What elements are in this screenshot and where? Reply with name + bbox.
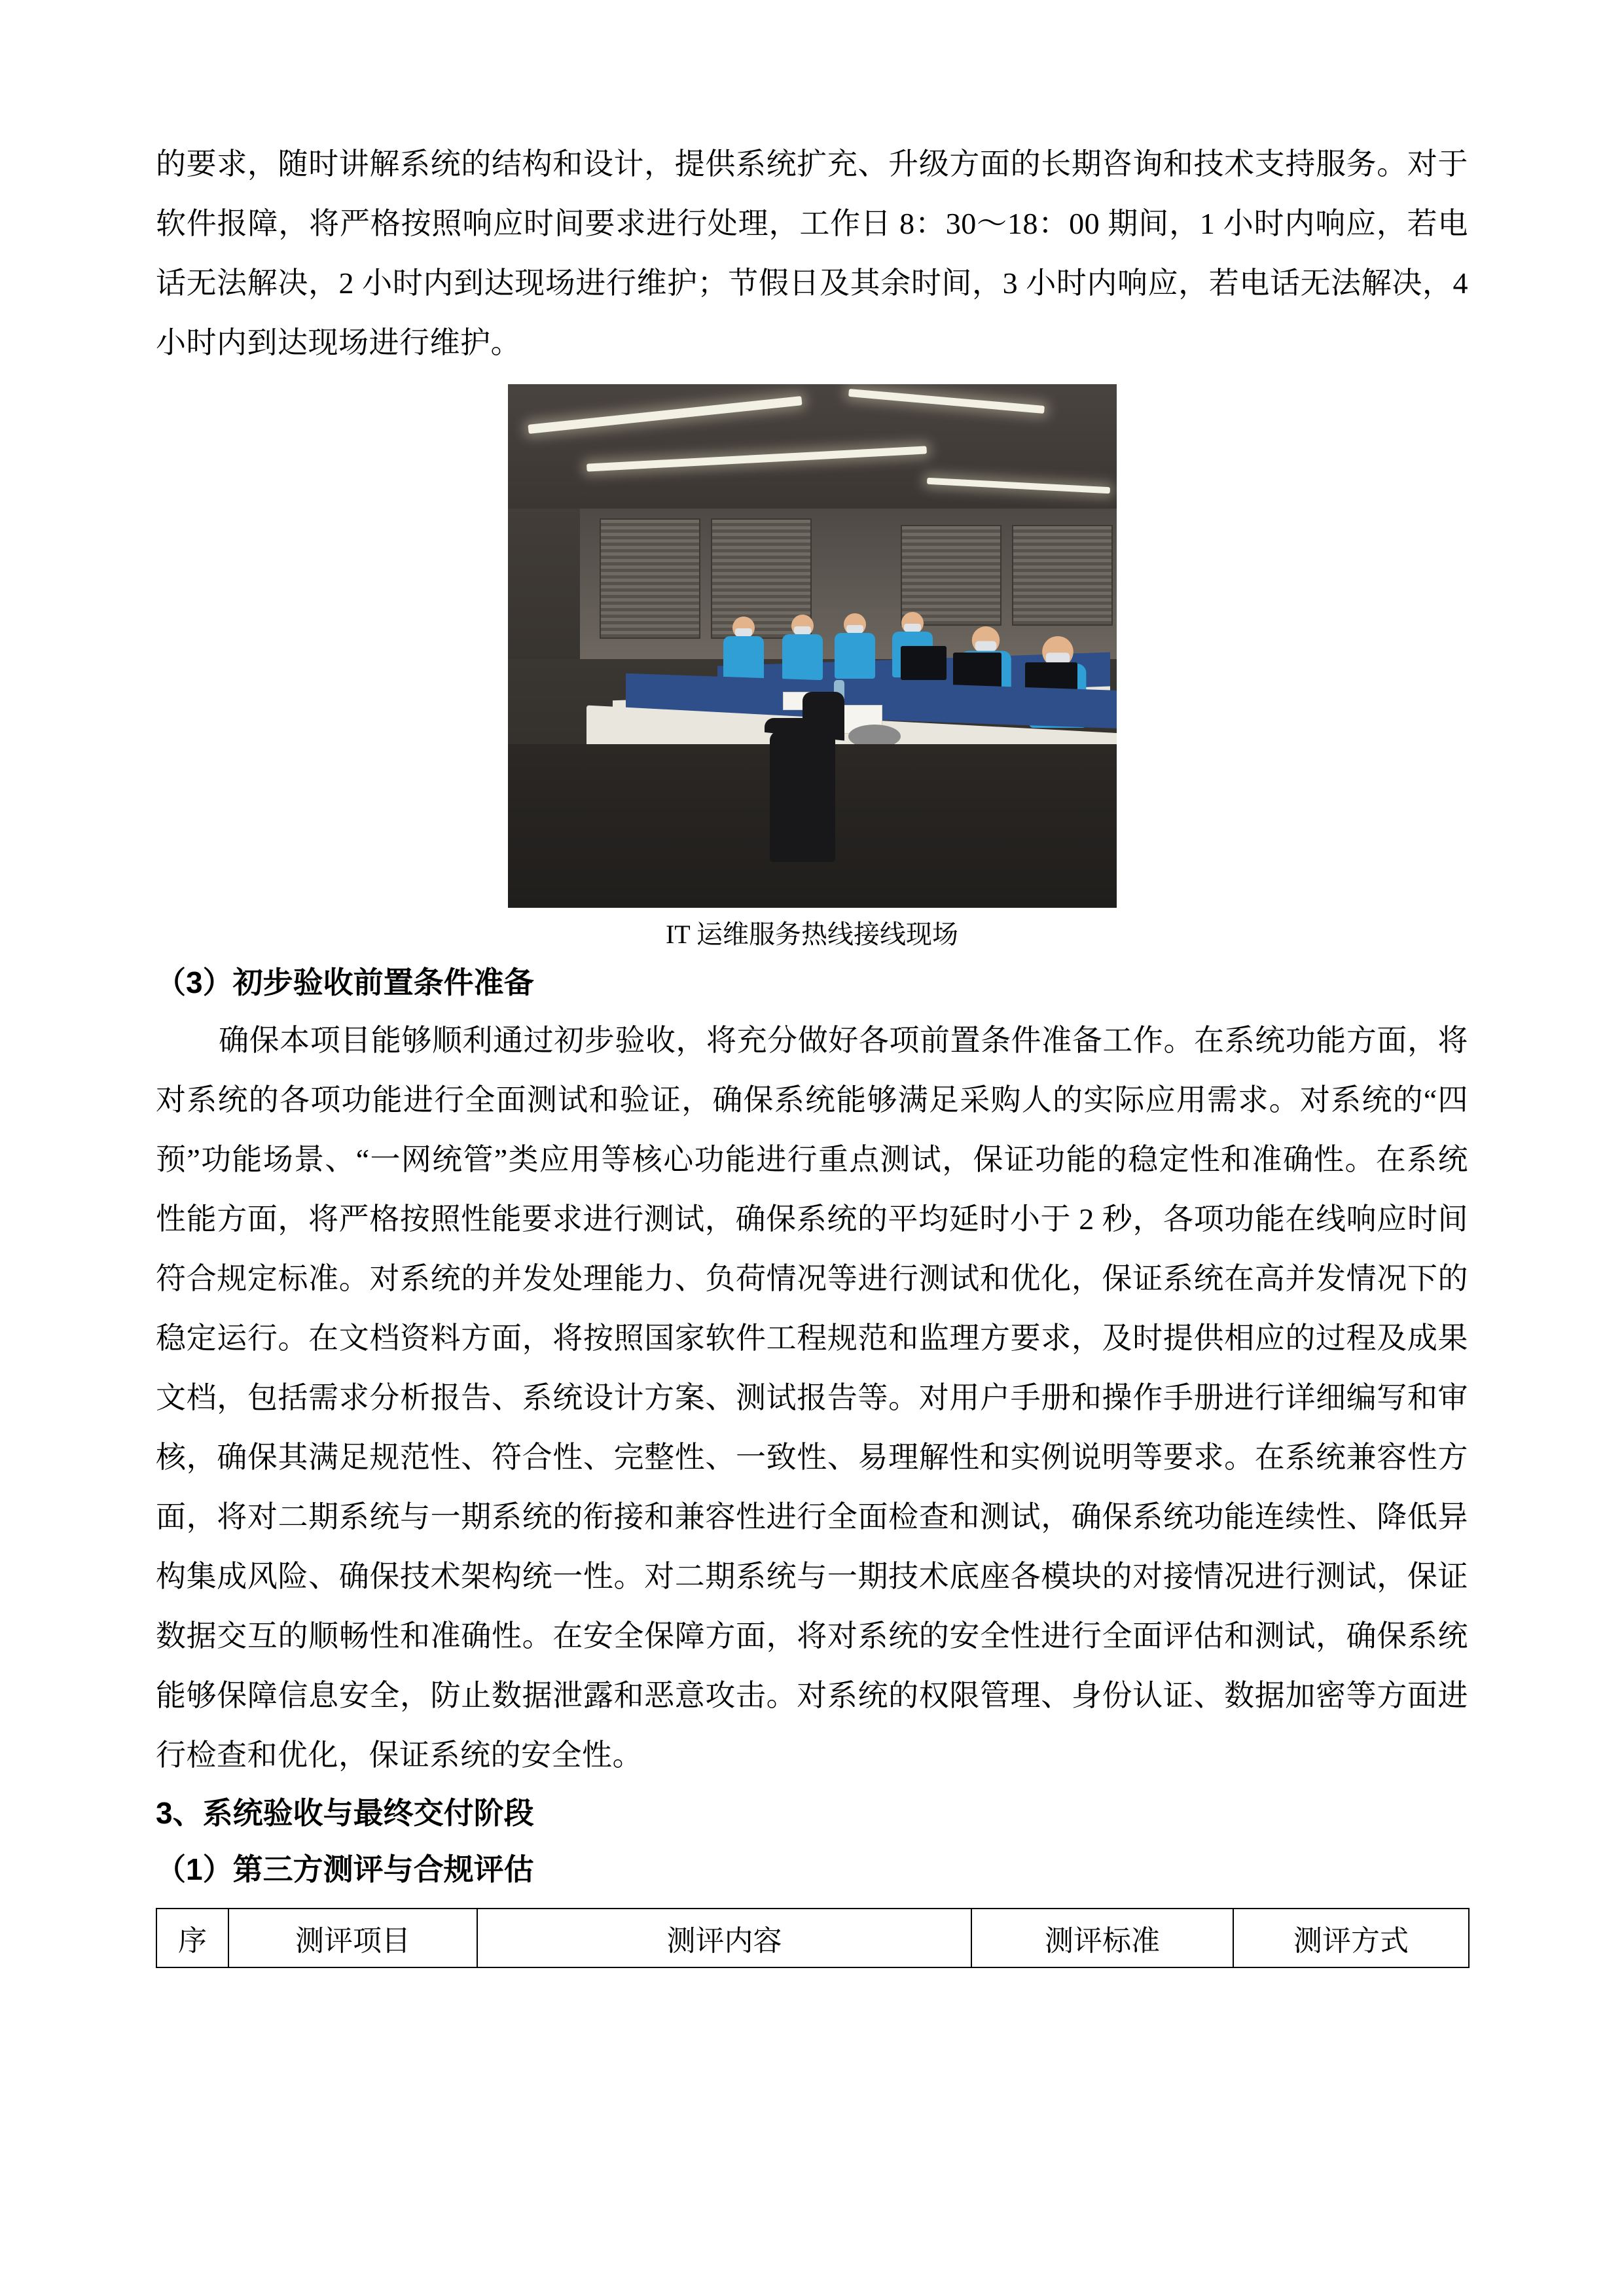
figure-block: [156, 384, 1468, 954]
paragraph-body: 确保本项目能够顺利通过初步验收，将充分做好各项前置条件准备工作。在系统功能方面，将对系统的各项功能进行全面测试和验证，确保系统能够满足采购人的实际应用需求。对系统的“四预”功能场景、“一网统管”类应用等核心功能进行重点测试，保证功能的稳定性和准确性。在系统性能方面，将严格按照性能要求进行测试，确保系统的平均延时小于 2 秒，各项功能在线响应时间符合规定标准。对系统的并发处理能力、负荷情况等进行测试和优化，保证系统在高并发情况下的稳定运行。在文档资料方面，将按照国家软件工程规范和监理方要求，及时提供相应的过程及成果文档，包括需求分析报告、系统设计方案、测试报告等。对用户手册和操作手册进行详细编写和审核，确保其满足规范性、符合性、完整性、一致性、易理解性和实例说明等要求。在系统兼容性方面，将对二期系统与一期系统的衔接和兼容性进行全面检查和测试，确保系统功能连续性、降低异构集成风险、确保技术架构统一性。对二期系统与一期技术底座各模块的对接情况进行测试，保证数据交互的顺畅性和准确性。在安全保障方面，将对系统的安全性进行全面评估和测试，确保系统能够保障信息安全，防止数据泄露和恶意攻击。对系统的权限管理、身份认证、数据加密等方面进行检查和优化，保证系统的安全性。: [156, 1024, 1468, 1772]
table-header-cell-content: 测评内容: [477, 1909, 971, 1967]
photo-window-4: [1012, 525, 1113, 626]
table-header-cell-standard: 测评标准: [971, 1909, 1233, 1967]
paragraph-continued: 的要求，随时讲解系统的结构和设计，提供系统扩充、升级方面的长期咨询和技术支持服务。对于软件报障，将严格按照响应时间要求进行处理，工作日 8：30～18：00 期间，1 小时内响应，若电话无法解决，2 小时内到达现场进行维护；节假日及其余时间，3 小时内响应，若电话无法解决，4 小时内到达现场进行维护。: [156, 147, 1468, 359]
table-header-cell-index: 序: [156, 1909, 228, 1967]
table-header-cell-method: 测评方式: [1233, 1909, 1469, 1967]
figure-caption: IT 运维服务热线接线现场: [665, 920, 959, 949]
photo-monitor-1: [901, 646, 947, 680]
photo-chair-foreground: [770, 731, 835, 862]
photo-it-service-hotline: [508, 384, 1117, 908]
evaluation-table: [156, 1908, 1470, 1968]
table-header-cell-item: 测评项目: [228, 1909, 477, 1967]
photo-ceiling: [508, 384, 1117, 509]
heading-acceptance-section: 3、系统验收与最终交付阶段: [156, 1796, 534, 1830]
table-header-row: [156, 1909, 1469, 1967]
heading-third-party-evaluation: （1）第三方测评与合规评估: [156, 1852, 534, 1886]
photo-window-3: [901, 525, 1001, 626]
photo-window-1: [600, 518, 700, 639]
heading-preparation: （3）初步验收前置条件准备: [156, 965, 534, 999]
photo-monitor-2: [953, 653, 1001, 689]
